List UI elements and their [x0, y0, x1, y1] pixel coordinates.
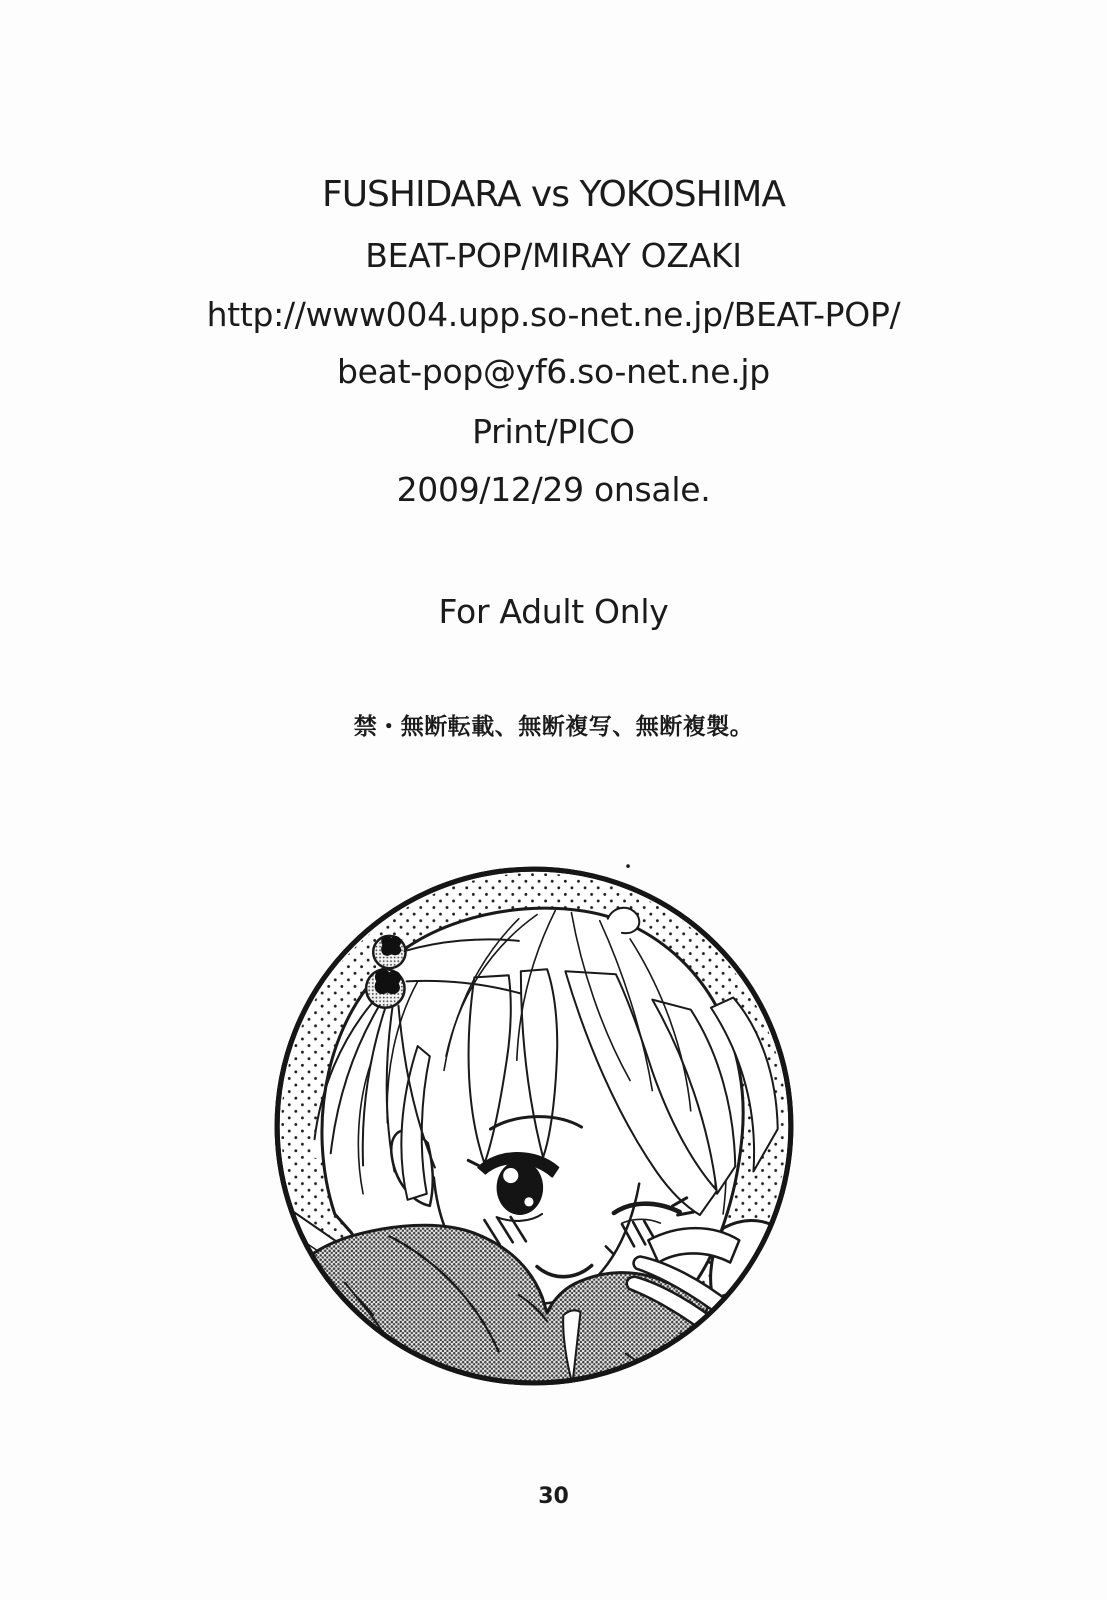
contact-email: beat-pop@yf6.so-net.ne.jp — [337, 352, 770, 391]
circle-author: BEAT-POP/MIRAY OZAKI — [365, 236, 742, 275]
page-number: 30 — [538, 1484, 569, 1509]
page-title: FUSHIDARA vs YOKOSHIMA — [322, 174, 785, 215]
copyright-notice: 禁・無断転載、無断複写、無断複製。 — [353, 714, 754, 740]
winking-girl-illustration — [266, 858, 802, 1394]
stray-ink-dot — [626, 864, 630, 868]
release-date: 2009/12/29 onsale. — [396, 470, 711, 509]
adult-rating: For Adult Only — [438, 592, 669, 631]
open-eye-iris — [497, 1160, 544, 1215]
website-url: http://www004.upp.so-net.ne.jp/BEAT-POP/ — [206, 295, 901, 334]
winking-girl-circle-portrait — [266, 858, 802, 1394]
printer-credit: Print/PICO — [472, 412, 635, 451]
